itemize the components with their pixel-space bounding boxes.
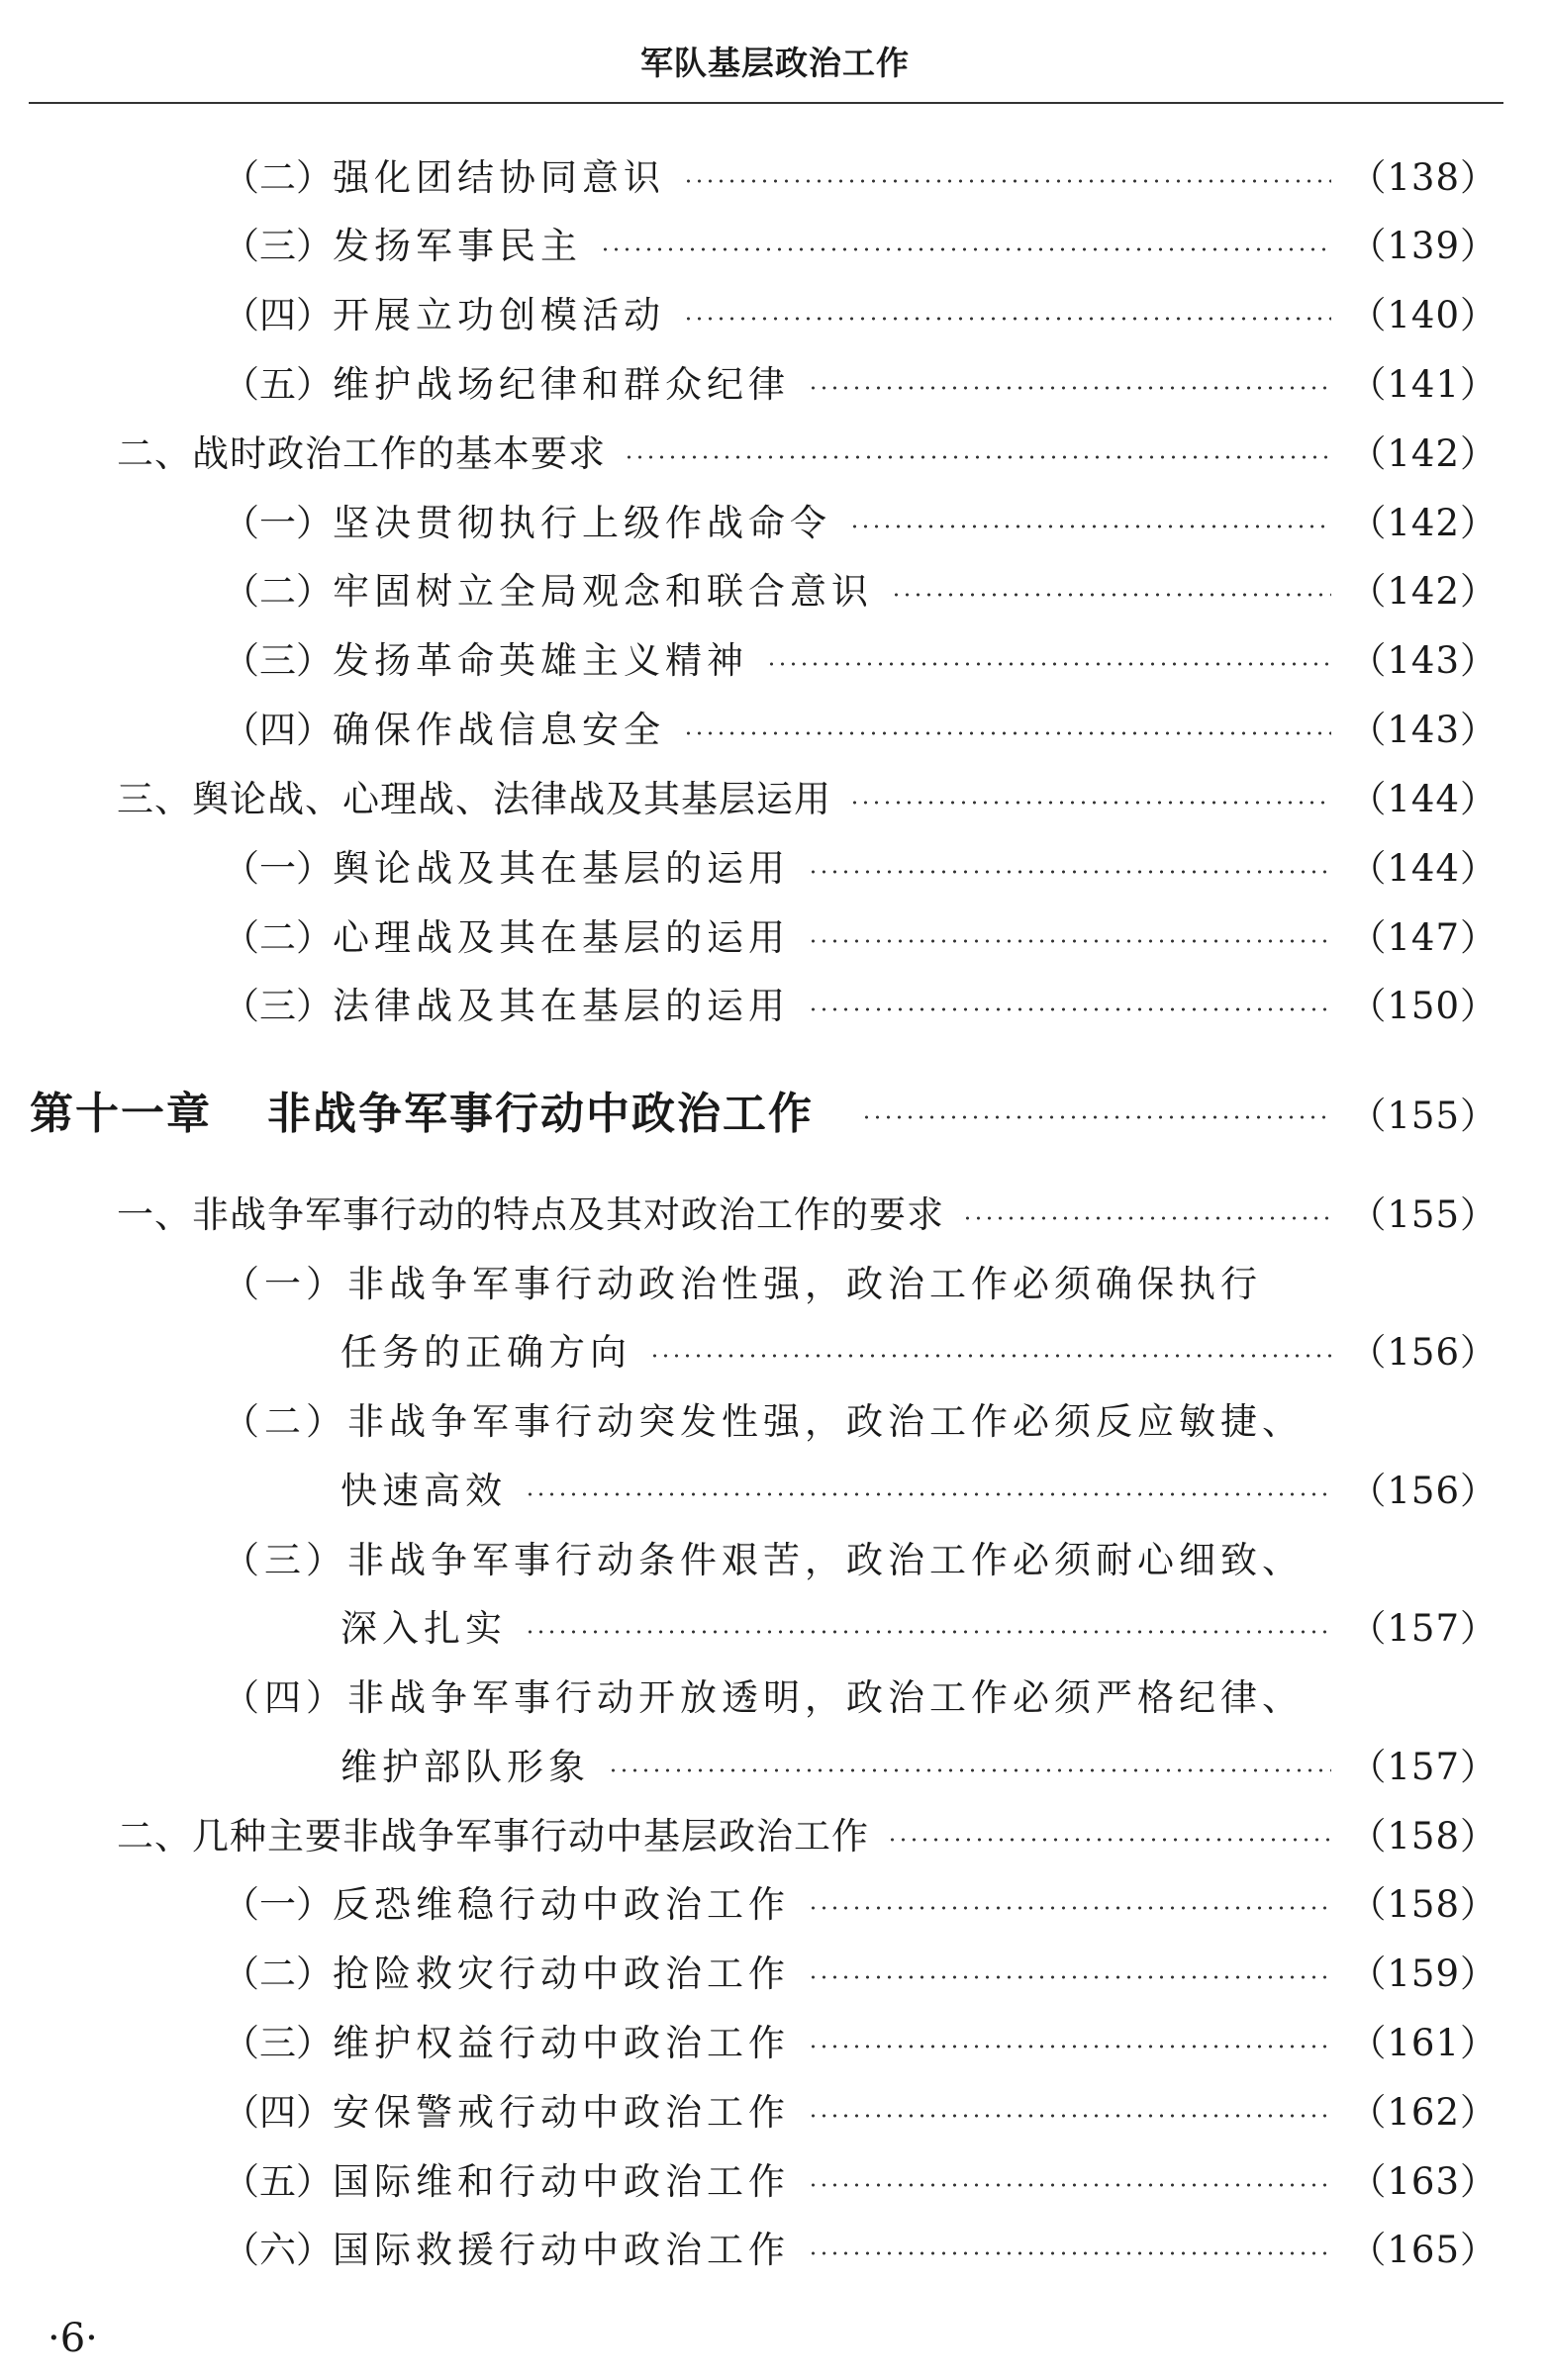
toc-entry-line2[interactable] — [340, 1323, 1498, 1382]
toc-entry[interactable] — [223, 2221, 1498, 2280]
toc-entry-title: 舆论战及其在基层的运用 — [333, 847, 790, 890]
toc-section[interactable] — [117, 425, 1498, 484]
toc-entry-title: 国际救援行动中政治工作 — [333, 2229, 790, 2271]
toc-entry-line2[interactable] — [340, 1599, 1498, 1659]
toc-entry-page: （150） — [1349, 985, 1498, 1027]
toc-entry[interactable] — [223, 562, 1498, 621]
dot-leader — [624, 455, 1331, 459]
dot-leader — [849, 801, 1331, 805]
chapter-title: 非战争军事行动中政治工作 — [267, 1089, 814, 1139]
dot-leader — [808, 2045, 1331, 2048]
toc-entry-number: （三） — [223, 1539, 347, 1581]
dot-leader — [849, 524, 1331, 528]
toc-entry-page: （157） — [1349, 1746, 1498, 1788]
toc-chapter[interactable] — [30, 1083, 1498, 1146]
dot-leader — [525, 1630, 1331, 1634]
chapter-page: （155） — [1349, 1095, 1498, 1137]
dot-leader — [808, 870, 1331, 874]
toc-entry-number: （四） — [223, 1676, 347, 1719]
toc-section-title: 二、几种主要非战争军事行动中基层政治工作 — [117, 1815, 869, 1857]
toc-section-title: 一、非战争军事行动的特点及其对政治工作的要求 — [117, 1193, 944, 1236]
dot-leader — [887, 1838, 1331, 1842]
toc-entry-number: （三） — [223, 639, 333, 682]
toc-entry-title: 开展立功创模活动 — [333, 294, 665, 336]
dot-leader — [891, 593, 1331, 597]
toc-entry-line2[interactable] — [340, 1738, 1498, 1797]
toc-section-title: 二、战时政治工作的基本要求 — [117, 432, 606, 475]
toc-entry-title-continued: 快速高效 — [340, 1470, 507, 1512]
toc-entry-page: （156） — [1349, 1470, 1498, 1512]
toc-entry-number: （一） — [223, 847, 333, 890]
toc-entry-number: （二） — [223, 570, 333, 613]
chapter-label: 第十一章 — [30, 1089, 212, 1139]
toc-entry[interactable] — [223, 286, 1498, 345]
dot-leader — [808, 1906, 1331, 1910]
toc-entry-page: （142） — [1349, 570, 1498, 613]
toc-entry-title: 非战争军事行动政治性强，政治工作必须确保执行 — [347, 1263, 1262, 1305]
dot-leader — [525, 1492, 1331, 1496]
dot-leader — [808, 939, 1331, 943]
toc-entry-title: 心理战及其在基层的运用 — [333, 916, 790, 959]
toc-section-page: （142） — [1349, 432, 1498, 475]
dot-leader — [766, 662, 1331, 666]
toc-entry[interactable] — [223, 1945, 1498, 2004]
toc-section[interactable] — [117, 1807, 1498, 1866]
toc-entry-page: （143） — [1349, 639, 1498, 682]
dot-leader — [649, 1354, 1331, 1358]
toc-entry-page: （143） — [1349, 709, 1498, 751]
toc-entry-page: （156） — [1349, 1331, 1498, 1374]
toc-entry-page: （158） — [1349, 1883, 1498, 1926]
toc-entry-title-continued: 维护部队形象 — [340, 1746, 590, 1788]
toc-entry-number: （三） — [223, 2022, 333, 2064]
toc-entry[interactable] — [223, 2083, 1498, 2142]
toc-section-title: 三、舆论战、心理战、法律战及其基层运用 — [117, 778, 831, 820]
dot-leader — [808, 2114, 1331, 2118]
toc-entry-number: （四） — [223, 294, 333, 336]
toc-entry-number: （四） — [223, 709, 333, 751]
toc-entry-number: （二） — [223, 1952, 333, 1995]
toc-section[interactable] — [117, 770, 1498, 829]
toc-entry-page: （161） — [1349, 2022, 1498, 2064]
toc-entry-title: 强化团结协同意识 — [333, 156, 665, 199]
toc-entry-page: （138） — [1349, 156, 1498, 199]
toc-entry-number: （二） — [223, 156, 333, 199]
dot-leader — [600, 247, 1331, 251]
toc-entry-page: （157） — [1349, 1607, 1498, 1650]
toc-entry-title: 抢险救灾行动中政治工作 — [333, 1952, 790, 1995]
toc-entry-title: 非战争军事行动条件艰苦，政治工作必须耐心细致、 — [347, 1539, 1304, 1581]
toc-entry-page: （142） — [1349, 502, 1498, 544]
toc-entry-title: 安保警戒行动中政治工作 — [333, 2091, 790, 2134]
toc-entry[interactable] — [223, 2014, 1498, 2073]
dot-leader — [683, 179, 1331, 183]
toc-entry-number: （一） — [223, 502, 333, 544]
toc-entry[interactable] — [223, 148, 1498, 208]
toc-entry-title-continued: 任务的正确方向 — [340, 1331, 631, 1374]
toc-entry-page: （144） — [1349, 847, 1498, 890]
toc-entry[interactable] — [223, 631, 1498, 691]
toc-entry-title: 坚决贯彻执行上级作战命令 — [333, 502, 831, 544]
toc-entry[interactable] — [223, 355, 1498, 415]
toc-entry-number: （六） — [223, 2229, 333, 2271]
toc-entry-page: （162） — [1349, 2091, 1498, 2134]
toc-entry-page: （140） — [1349, 294, 1498, 336]
toc-entry-title: 非战争军事行动开放透明，政治工作必须严格纪律、 — [347, 1676, 1304, 1719]
toc-entry-title: 法律战及其在基层的运用 — [333, 985, 790, 1027]
toc-entry-line1[interactable] — [223, 1392, 1304, 1452]
dot-leader — [683, 731, 1331, 735]
toc-entry-number: （五） — [223, 2160, 333, 2203]
dot-leader — [683, 317, 1331, 321]
toc-entry-title: 非战争军事行动突发性强，政治工作必须反应敏捷、 — [347, 1400, 1304, 1443]
toc-entry-title: 发扬革命英雄主义精神 — [333, 639, 748, 682]
toc-entry-page: （139） — [1349, 225, 1498, 267]
dot-leader — [608, 1768, 1331, 1772]
toc-entry-number: （二） — [223, 1400, 347, 1443]
toc-entry[interactable] — [223, 701, 1498, 760]
toc-entry[interactable] — [223, 217, 1498, 276]
toc-entry-line1[interactable] — [223, 1668, 1304, 1728]
header-rule — [29, 102, 1503, 104]
toc-entry-line1[interactable] — [223, 1255, 1262, 1314]
toc-section[interactable] — [117, 1186, 1498, 1245]
toc-section-page: （158） — [1349, 1815, 1498, 1857]
toc-entry-line1[interactable] — [223, 1531, 1304, 1590]
toc-entry-number: （三） — [223, 225, 333, 267]
toc-entry-title: 维护权益行动中政治工作 — [333, 2022, 790, 2064]
toc-entry[interactable] — [223, 2152, 1498, 2212]
toc-entry-title: 发扬军事民主 — [333, 225, 582, 267]
toc-entry-line2[interactable] — [340, 1462, 1498, 1521]
toc-entry-number: （三） — [223, 985, 333, 1027]
toc-entry-title: 维护战场纪律和群众纪律 — [333, 363, 790, 406]
toc-entry-title: 国际维和行动中政治工作 — [333, 2160, 790, 2203]
toc-entry[interactable] — [223, 908, 1498, 968]
dot-leader — [808, 2183, 1331, 2187]
dot-leader — [808, 2251, 1331, 2255]
toc-entry[interactable] — [223, 839, 1498, 899]
dot-leader — [808, 386, 1331, 390]
running-header: 军队基层政治工作 — [640, 44, 910, 82]
toc-entry[interactable] — [223, 494, 1498, 553]
toc-entry-page: （147） — [1349, 916, 1498, 959]
toc-entry-number: （四） — [223, 2091, 333, 2134]
toc-entry-number: （二） — [223, 916, 333, 959]
toc-entry-title: 确保作战信息安全 — [333, 709, 665, 751]
toc-entry[interactable] — [223, 977, 1498, 1036]
toc-entry-page: （163） — [1349, 2160, 1498, 2203]
toc-entry-page: （165） — [1349, 2229, 1498, 2271]
toc-entry[interactable] — [223, 1875, 1498, 1935]
toc-entry-page: （141） — [1349, 363, 1498, 406]
toc-entry-title-continued: 深入扎实 — [340, 1607, 507, 1650]
dot-leader — [808, 1975, 1331, 1979]
toc-entry-page: （159） — [1349, 1952, 1498, 1995]
dot-leader — [808, 1007, 1331, 1011]
toc-entry-title: 牢固树立全局观念和联合意识 — [333, 570, 873, 613]
toc-entry-number: （五） — [223, 363, 333, 406]
toc-section-page: （144） — [1349, 778, 1498, 820]
page-number: ·6· — [48, 2316, 98, 2361]
toc-entry-number: （一） — [223, 1263, 347, 1305]
dot-leader — [861, 1115, 1331, 1119]
toc-entry-title: 反恐维稳行动中政治工作 — [333, 1883, 790, 1926]
dot-leader — [962, 1216, 1331, 1220]
toc-entry-number: （一） — [223, 1883, 333, 1926]
toc-section-page: （155） — [1349, 1193, 1498, 1236]
